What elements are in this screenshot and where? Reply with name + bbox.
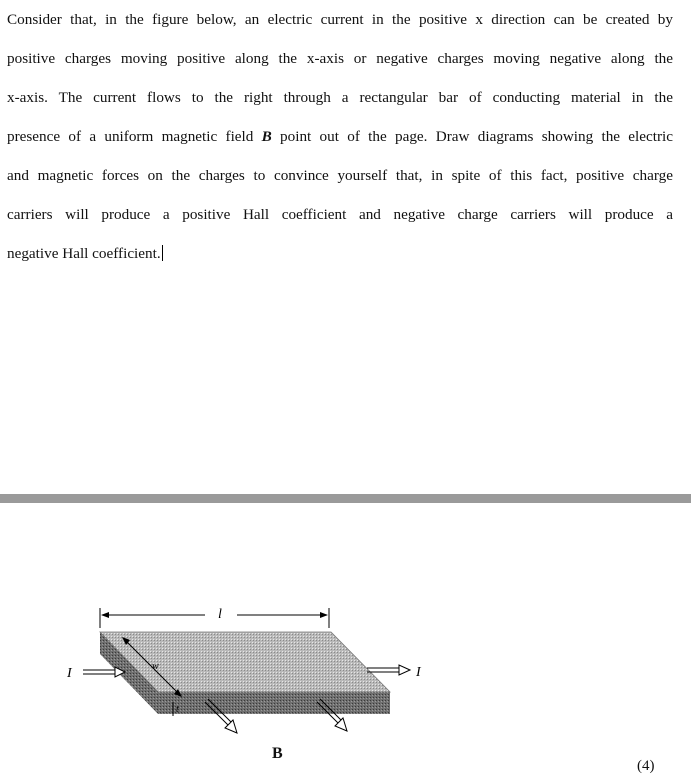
text-cursor [162,245,163,261]
question-line-7-text: negative Hall coefficient. [7,245,161,262]
current-out-arrow [367,665,410,675]
question-line-4 [7,117,673,156]
field-label: B [272,745,283,762]
length-label: l [218,607,222,622]
question-line-3: x-axis. The current flows to the right through a rectangular bar of conducting material in the [7,89,673,106]
hall-bar-figure [55,598,435,748]
magnetic-field-symbol: B [261,128,272,145]
marks-label: (4) [637,758,655,774]
question-text [7,0,673,273]
current-in-label: I [67,666,72,681]
section-divider [0,494,691,503]
question-line-6: carriers will produce a positive Hall coefficient and negative charge carriers will produce a [7,206,673,223]
question-line-7 [7,234,673,273]
question-line-4-tail: point out of the page. Draw diagrams showing the electric [271,128,673,145]
question-line-2: positive charges moving positive along the x-axis or negative charges moving negative along the [7,50,673,67]
question-line-1: Consider that, in the figure below, an electric current in the positive x direction can be created by [7,11,673,28]
question-line-4-head: presence of a uniform magnetic field [7,128,262,145]
current-out-label: I [416,665,421,680]
length-dimension [100,608,329,628]
current-in-arrow [83,667,125,677]
bar-front-face [158,692,390,714]
width-label: w [152,661,159,672]
thickness-label: t [176,704,179,715]
question-line-5: and magnetic forces on the charges to convince yourself that, in spite of this fact, positive charge [7,167,673,184]
